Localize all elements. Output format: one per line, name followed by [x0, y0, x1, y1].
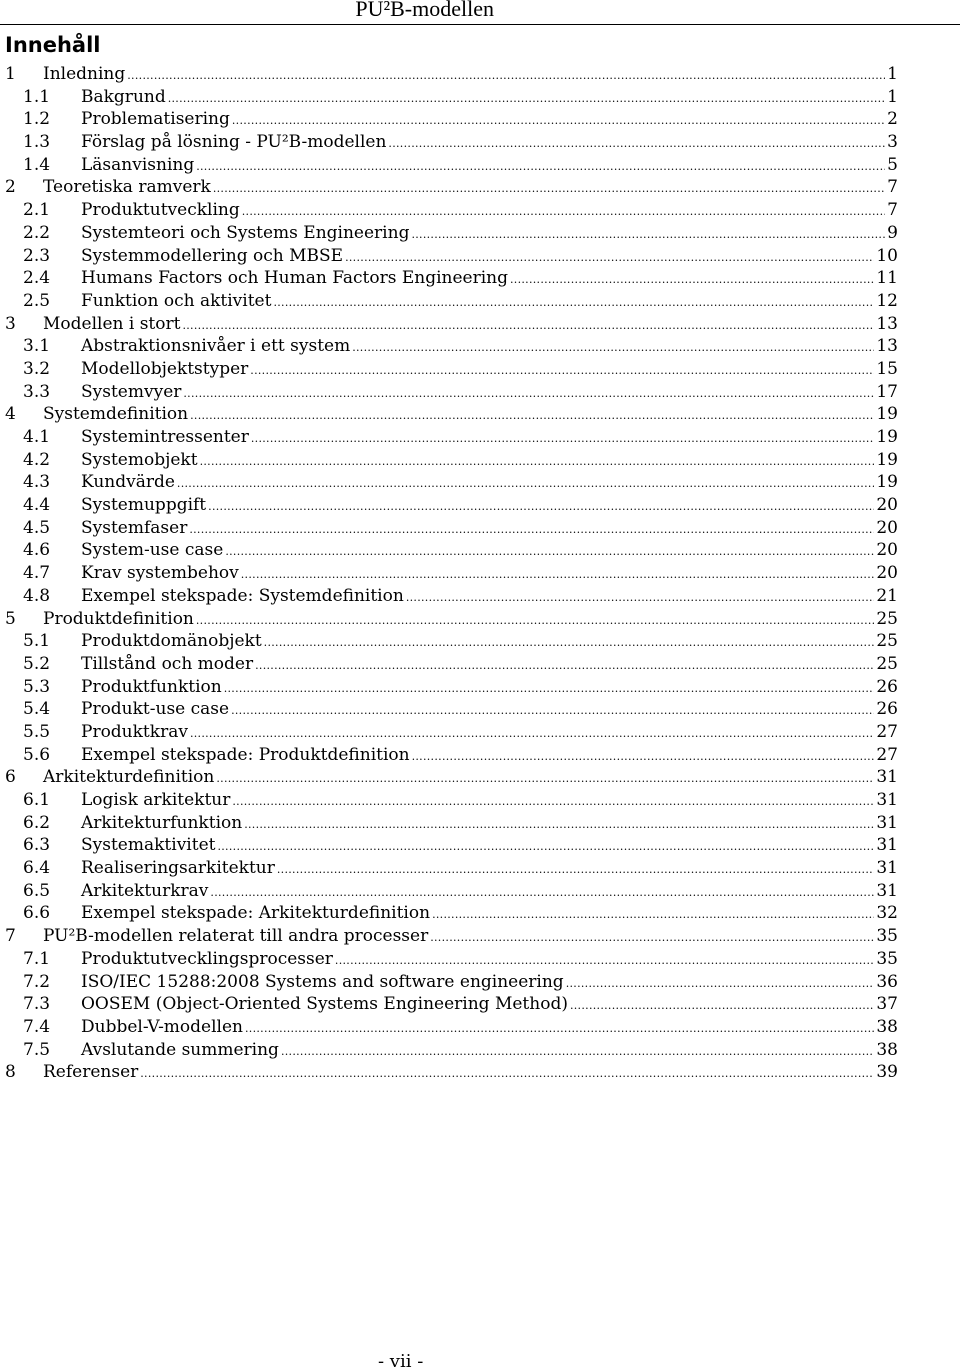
- toc-entry-number: 5.1: [23, 631, 51, 652]
- toc-entry[interactable]: [0, 948, 898, 971]
- toc-entry-number: 4.4: [23, 495, 51, 516]
- toc-entry-number: 1.2: [23, 109, 51, 130]
- toc-entry-page: 38: [876, 1039, 898, 1060]
- toc-entry-number: 6.1: [23, 790, 51, 810]
- toc-dot-leader: [273, 292, 874, 315]
- toc-entry-page: 1: [887, 64, 898, 84]
- toc-dot-leader: [406, 587, 875, 610]
- header-title: PU²B-modellen: [355, 0, 494, 21]
- toc-entry-number: 4.6: [23, 540, 51, 561]
- toc-entry-page: 13: [876, 313, 898, 334]
- toc-dot-leader: [412, 746, 875, 769]
- toc-entry-title: Avslutande summering: [81, 1039, 279, 1060]
- toc-dot-leader: [432, 904, 874, 927]
- toc-entry-number: 4: [5, 404, 16, 425]
- toc-dot-leader: [200, 451, 875, 474]
- toc-entry-number: 7.4: [23, 1016, 51, 1037]
- toc-dot-leader: [570, 995, 874, 1018]
- toc-dot-leader: [190, 405, 874, 428]
- toc-dot-leader: [430, 927, 874, 950]
- toc-entry-title: Realiseringsarkitektur: [81, 858, 275, 879]
- toc-entry[interactable]: [0, 539, 898, 562]
- toc-dot-leader: [241, 564, 875, 587]
- toc-dot-leader: [217, 836, 874, 859]
- toc-entry-title: Systemuppgift: [81, 495, 207, 516]
- toc-dot-leader: [232, 791, 874, 814]
- toc-entry-title: Modellobjektstyper: [81, 358, 249, 379]
- toc-entry-page: 27: [876, 721, 898, 742]
- toc-entry-title: Arkitekturfunktion: [81, 812, 243, 833]
- toc-entry-page: 25: [876, 653, 898, 674]
- toc-dot-leader: [566, 973, 875, 996]
- toc-entry[interactable]: [0, 245, 898, 268]
- toc-entry[interactable]: [0, 766, 898, 789]
- toc-entry[interactable]: [0, 902, 898, 925]
- toc-entry[interactable]: [0, 176, 898, 199]
- toc-entry[interactable]: [0, 335, 898, 358]
- toc-entry-number: 6.3: [23, 835, 51, 856]
- toc-entry[interactable]: [0, 1039, 898, 1062]
- toc-entry[interactable]: [0, 880, 898, 903]
- toc-entry-number: 8: [5, 1062, 16, 1083]
- toc-entry-page: 17: [876, 381, 898, 402]
- toc-dot-leader: [277, 859, 874, 882]
- toc-dot-leader: [225, 541, 874, 564]
- toc-dot-leader: [196, 610, 874, 633]
- toc-entry[interactable]: [0, 1016, 898, 1039]
- toc-entry-number: 5: [5, 608, 16, 629]
- toc-entry-number: 6.6: [23, 903, 51, 924]
- toc-entry-page: 2: [887, 109, 898, 130]
- toc-entry[interactable]: [0, 698, 898, 721]
- toc-entry-title: Modellen i stort: [43, 313, 181, 334]
- toc-dot-leader: [168, 88, 885, 111]
- toc-dot-leader: [244, 814, 874, 837]
- toc-entry-number: 5.2: [23, 653, 51, 674]
- toc-entry-number: 4.1: [23, 427, 51, 447]
- table-of-contents: [0, 63, 898, 1084]
- toc-dot-leader: [232, 110, 885, 133]
- toc-entry-number: 5.5: [23, 721, 51, 742]
- toc-entry[interactable]: [0, 63, 898, 86]
- toc-entry-title: Läsanvisning: [81, 154, 195, 175]
- toc-entry-page: 10: [876, 245, 898, 266]
- toc-entry[interactable]: [0, 925, 898, 948]
- toc-entry-number: 5.6: [23, 744, 51, 765]
- toc-entry-title: Produktutveckling: [81, 200, 240, 221]
- toc-dot-leader: [208, 496, 874, 519]
- toc-dot-leader: [127, 65, 885, 88]
- toc-entry-title: Funktion och aktivitet: [81, 290, 272, 311]
- toc-entry-page: 37: [876, 994, 898, 1015]
- toc-entry-number: 7.5: [23, 1039, 51, 1060]
- toc-entry[interactable]: [0, 517, 898, 540]
- toc-entry[interactable]: [0, 426, 898, 449]
- toc-dot-leader: [213, 178, 885, 201]
- toc-entry[interactable]: [0, 812, 898, 835]
- toc-entry-page: 3: [887, 132, 898, 153]
- toc-entry-page: 35: [876, 948, 898, 969]
- toc-entry-number: 1.4: [23, 154, 51, 175]
- toc-entry-page: 35: [876, 926, 898, 947]
- toc-entry-page: 39: [876, 1062, 898, 1083]
- toc-entry-page: 5: [887, 154, 898, 175]
- toc-entry-title: ISO/IEC 15288:2008 Systems and software engineering: [81, 971, 564, 992]
- toc-entry-title: Tillstånd och moder: [81, 653, 254, 674]
- toc-entry[interactable]: [0, 676, 898, 699]
- toc-dot-leader: [352, 337, 874, 360]
- toc-dot-leader: [177, 473, 874, 496]
- toc-entry-number: 3.2: [23, 358, 51, 379]
- toc-entry[interactable]: [0, 721, 898, 744]
- toc-dot-leader: [140, 1063, 874, 1086]
- toc-entry-title: Produktkrav: [81, 721, 188, 742]
- toc-entry-page: 38: [876, 1016, 898, 1037]
- toc-entry-title: Systemdefinition: [43, 404, 189, 425]
- toc-entry-title: Exempel stekspade: Produktdefinition: [81, 744, 410, 765]
- toc-entry-page: 31: [876, 767, 898, 788]
- toc-entry[interactable]: [0, 653, 898, 676]
- toc-entry[interactable]: [0, 108, 898, 131]
- toc-entry-number: 6: [5, 767, 16, 788]
- toc-entry-title: Produktdefinition: [43, 608, 194, 629]
- toc-entry-number: 3.1: [23, 336, 51, 357]
- toc-entry-number: 4.8: [23, 585, 51, 606]
- toc-entry[interactable]: [0, 267, 898, 290]
- toc-entry-page: 12: [876, 290, 898, 311]
- toc-entry-number: 5.3: [23, 676, 51, 697]
- toc-dot-leader: [231, 700, 874, 723]
- toc-entry-number: 2.2: [23, 222, 51, 243]
- toc-dot-leader: [245, 1018, 874, 1041]
- toc-entry-page: 21: [876, 585, 898, 606]
- toc-entry-number: 2.3: [23, 245, 51, 266]
- toc-dot-leader: [224, 678, 875, 701]
- toc-entry-page: 19: [876, 404, 898, 425]
- toc-entry-page: 31: [876, 790, 898, 810]
- toc-entry[interactable]: [0, 585, 898, 608]
- toc-dot-leader: [388, 133, 885, 156]
- toc-entry-number: 2: [5, 177, 16, 198]
- page-header: [0, 0, 960, 30]
- toc-entry-title: Systemaktivitet: [81, 835, 216, 856]
- toc-entry-number: 1.3: [23, 132, 51, 153]
- toc-entry[interactable]: [0, 313, 898, 336]
- toc-entry-number: 3: [5, 313, 16, 334]
- toc-entry-title: Systemteori och Systems Engineering: [81, 222, 410, 243]
- toc-entry-page: 19: [876, 449, 898, 470]
- toc-entry-number: 1.1: [23, 86, 51, 107]
- toc-entry-title: Dubbel-V-modellen: [81, 1016, 243, 1037]
- toc-entry[interactable]: [0, 381, 898, 404]
- toc-dot-leader: [189, 519, 874, 542]
- toc-entry-number: 2.4: [23, 268, 51, 289]
- toc-entry[interactable]: [0, 131, 898, 154]
- toc-entry-page: 20: [876, 495, 898, 516]
- toc-entry-number: 6.4: [23, 858, 51, 879]
- toc-entry[interactable]: [0, 403, 898, 426]
- toc-entry-page: 31: [876, 812, 898, 833]
- toc-entry-title: Inledning: [43, 64, 126, 84]
- toc-entry-title: Systemobjekt: [81, 449, 198, 470]
- toc-entry-title: Kundvärde: [81, 472, 175, 493]
- toc-entry-title: Abstraktionsnivåer i ett system: [81, 336, 351, 357]
- toc-entry-title: Exempel stekspade: Arkitekturdefinition: [81, 903, 431, 924]
- toc-entry[interactable]: [0, 86, 898, 109]
- toc-entry-title: Produktutvecklingsprocesser: [81, 948, 333, 969]
- toc-entry-number: 7: [5, 926, 16, 947]
- toc-entry-number: 5.4: [23, 699, 51, 720]
- toc-entry[interactable]: [0, 154, 898, 177]
- toc-entry-title: Förslag på lösning - PU²B-modellen: [81, 132, 387, 153]
- header-rule: [0, 24, 960, 25]
- toc-entry-page: 26: [876, 676, 898, 697]
- toc-entry-title: Systemfaser: [81, 517, 188, 538]
- toc-entry-number: 7.2: [23, 971, 51, 992]
- toc-heading: Innehåll: [5, 33, 101, 57]
- toc-dot-leader: [182, 315, 874, 338]
- toc-entry-page: 1: [887, 86, 898, 107]
- toc-entry-page: 31: [876, 858, 898, 879]
- toc-entry[interactable]: [0, 744, 898, 767]
- toc-dot-leader: [335, 950, 874, 973]
- toc-entry-number: 1: [5, 64, 16, 84]
- toc-entry-page: 7: [887, 177, 898, 198]
- toc-entry-title: Exempel stekspade: Systemdefinition: [81, 585, 404, 606]
- toc-entry[interactable]: [0, 562, 898, 585]
- toc-dot-leader: [281, 1041, 874, 1064]
- toc-entry-title: Arkitekturkrav: [81, 880, 209, 901]
- toc-entry-page: 32: [876, 903, 898, 924]
- toc-dot-leader: [345, 247, 874, 270]
- toc-entry[interactable]: [0, 449, 898, 472]
- toc-entry-title: Systemvyer: [81, 381, 182, 402]
- toc-dot-leader: [242, 201, 885, 224]
- toc-entry[interactable]: [0, 971, 898, 994]
- toc-entry[interactable]: [0, 993, 898, 1016]
- toc-entry-title: Bakgrund: [81, 86, 166, 107]
- toc-entry-page: 15: [876, 358, 898, 379]
- toc-entry-page: 19: [876, 427, 898, 447]
- toc-entry-title: Logisk arkitektur: [81, 790, 231, 810]
- toc-entry-page: 20: [876, 517, 898, 538]
- toc-entry-title: Produktdomänobjekt: [81, 631, 262, 652]
- toc-entry-number: 4.7: [23, 563, 51, 584]
- toc-entry-page: 31: [876, 835, 898, 856]
- toc-entry-title: Humans Factors och Human Factors Engineering: [81, 268, 508, 289]
- toc-entry-number: 6.2: [23, 812, 51, 833]
- toc-entry-number: 2.1: [23, 200, 51, 221]
- toc-entry-title: Arkitekturdefinition: [43, 767, 215, 788]
- toc-entry-page: 11: [876, 268, 898, 289]
- toc-entry[interactable]: [0, 199, 898, 222]
- toc-entry-page: 36: [876, 971, 898, 992]
- toc-entry-page: 19: [876, 472, 898, 493]
- toc-entry[interactable]: [0, 471, 898, 494]
- toc-entry-page: 25: [876, 631, 898, 652]
- toc-entry-number: 3.3: [23, 381, 51, 402]
- toc-entry-page: 27: [876, 744, 898, 765]
- toc-entry-page: 7: [887, 200, 898, 221]
- toc-entry-page: 26: [876, 699, 898, 720]
- toc-entry-page: 20: [876, 540, 898, 561]
- toc-entry-number: 6.5: [23, 880, 51, 901]
- toc-entry-number: 4.3: [23, 472, 51, 493]
- toc-entry-page: 13: [876, 336, 898, 357]
- toc-dot-leader: [216, 768, 874, 791]
- toc-dot-leader: [183, 383, 874, 406]
- toc-entry-title: Systemmodellering och MBSE: [81, 245, 344, 266]
- toc-entry[interactable]: [0, 290, 898, 313]
- footer-page-number: - vii -: [378, 1351, 424, 1372]
- toc-dot-leader: [255, 655, 874, 678]
- toc-dot-leader: [251, 428, 874, 451]
- toc-entry-number: 7.3: [23, 994, 51, 1015]
- toc-entry[interactable]: [0, 608, 898, 631]
- toc-entry-number: 2.5: [23, 290, 51, 311]
- toc-entry[interactable]: [0, 358, 898, 381]
- toc-entry[interactable]: [0, 630, 898, 653]
- toc-entry-page: 25: [876, 608, 898, 629]
- toc-dot-leader: [210, 882, 874, 905]
- toc-entry[interactable]: [0, 1061, 898, 1084]
- toc-entry-title: Teoretiska ramverk: [43, 177, 211, 198]
- toc-entry-page: 9: [887, 222, 898, 243]
- toc-entry-title: Referenser: [43, 1062, 139, 1083]
- toc-entry-title: Produktfunktion: [81, 676, 222, 697]
- toc-entry-title: Krav systembehov: [81, 563, 239, 584]
- toc-dot-leader: [411, 224, 885, 247]
- toc-entry-number: 4.2: [23, 449, 51, 470]
- toc-entry-title: OOSEM (Object-Oriented Systems Engineering Method): [81, 994, 568, 1015]
- toc-entry-page: 20: [876, 563, 898, 584]
- toc-dot-leader: [190, 723, 874, 746]
- toc-entry[interactable]: [0, 222, 898, 245]
- toc-dot-leader: [264, 632, 875, 655]
- toc-entry-title: Produkt-use case: [81, 699, 230, 720]
- toc-dot-leader: [196, 156, 885, 179]
- toc-entry-title: Systemintressenter: [81, 427, 249, 447]
- toc-entry-number: 4.5: [23, 517, 51, 538]
- toc-entry-number: 7.1: [23, 948, 51, 969]
- toc-entry-page: 31: [876, 880, 898, 901]
- toc-entry[interactable]: [0, 494, 898, 517]
- toc-entry-title: PU²B-modellen relaterat till andra processer: [43, 926, 429, 947]
- toc-dot-leader: [250, 360, 874, 383]
- toc-entry[interactable]: [0, 857, 898, 880]
- toc-entry[interactable]: [0, 834, 898, 857]
- toc-entry-title: System-use case: [81, 540, 224, 561]
- toc-entry[interactable]: [0, 789, 898, 812]
- toc-entry-title: Problematisering: [81, 109, 230, 130]
- toc-dot-leader: [510, 269, 874, 292]
